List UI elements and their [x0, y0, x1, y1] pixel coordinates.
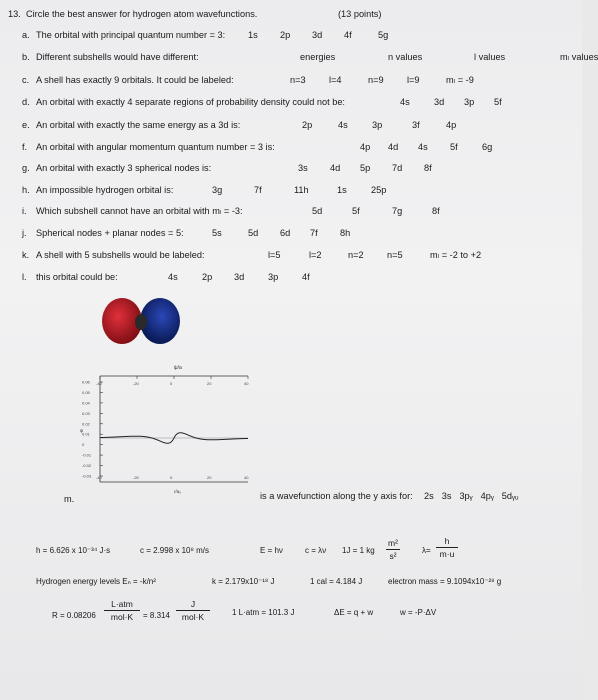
- answer-option[interactable]: l=9: [407, 75, 420, 85]
- const-h: h = 6.626 x 10⁻³⁴ J·s: [36, 546, 111, 555]
- lambda-denominator: m·u: [439, 549, 455, 559]
- question-text: this orbital could be:: [36, 272, 118, 282]
- joule-units-denominator: s²: [389, 551, 397, 561]
- question-row: [22, 97, 345, 107]
- answer-option[interactable]: 3p: [372, 120, 383, 130]
- question-row: [22, 228, 184, 238]
- answer-option[interactable]: l=5: [268, 250, 281, 260]
- answer-option[interactable]: 8h: [340, 228, 351, 238]
- answer-option[interactable]: 4f: [344, 30, 352, 40]
- orbital-image: [98, 287, 183, 357]
- answer-option[interactable]: 1s: [248, 30, 258, 40]
- answer-option[interactable]: 2p: [202, 272, 213, 282]
- question-text: A shell has exactly 9 orbitals. It could be labeled:: [36, 75, 234, 85]
- question-text: An orbital with exactly the same energy as a 3d is:: [36, 120, 241, 130]
- question-row: [22, 206, 243, 217]
- answer-option[interactable]: 8f: [432, 206, 440, 216]
- y-tick-label: -0.02: [82, 463, 92, 469]
- answer-option[interactable]: 8f: [424, 163, 432, 173]
- const-R-fraction-1: [104, 599, 140, 622]
- answer-option[interactable]: mₗ = -2 to +2: [430, 250, 482, 260]
- answer-option[interactable]: 6g: [482, 142, 493, 152]
- question-label: j.: [22, 228, 27, 238]
- x-tick-label-bottom: -20: [133, 475, 139, 480]
- answer-option[interactable]: 5f: [352, 206, 360, 216]
- y-tick-label: 0: [82, 442, 85, 448]
- question-row: [22, 250, 205, 260]
- answer-option[interactable]: 3d: [312, 30, 323, 40]
- x-tick-label-bottom: 0: [170, 475, 173, 480]
- x-tick-label: -20: [133, 381, 139, 386]
- answer-option[interactable]: n=9: [368, 75, 384, 85]
- R-denominator-2: mol·K: [181, 612, 205, 622]
- plot-answer-option[interactable]: 4pᵧ: [480, 491, 494, 501]
- orbital-center-ring: [135, 314, 147, 330]
- y-tick-label: -0.03: [82, 473, 92, 479]
- R-numerator-1: L·atm: [111, 599, 133, 609]
- question-text: A shell with 5 subshells would be labeled:: [36, 250, 205, 260]
- answer-option[interactable]: n values: [388, 52, 423, 62]
- answer-option[interactable]: 4f: [302, 272, 310, 282]
- answer-option[interactable]: l=2: [309, 250, 322, 260]
- answer-option[interactable]: mₗ = -9: [446, 75, 474, 85]
- question-points: (13 points): [338, 9, 382, 19]
- const-lambda-lhs: λ=: [422, 546, 431, 555]
- R-denominator-1: mol·K: [110, 612, 134, 622]
- answer-option[interactable]: 11h: [294, 185, 309, 195]
- answer-option[interactable]: 3p: [268, 272, 279, 282]
- const-electron: electron mass = 9.1094x10⁻²⁸ g: [388, 577, 502, 586]
- joule-units-numerator: m²: [388, 538, 398, 548]
- const-R-fraction-2: [176, 599, 210, 622]
- question-label: i.: [22, 206, 27, 216]
- x-tick-label-bottom: -40: [96, 475, 102, 480]
- answer-option[interactable]: l=4: [329, 75, 342, 85]
- answer-option[interactable]: 3d: [234, 272, 245, 282]
- question-text: An orbital with angular momentum quantum number = 3 is:: [36, 142, 275, 152]
- question-text: An orbital with exactly 4 separate regions of probability density could not be:: [36, 97, 345, 107]
- question-row: [22, 120, 240, 130]
- question-text: Which subshell cannot have an orbital with mₗ = -3:: [36, 206, 243, 216]
- plot-top-label: ψ/a: [174, 365, 182, 371]
- question-label: e.: [22, 120, 30, 130]
- plot-x-ticks: [96, 376, 249, 480]
- const-latm: 1 L·atm = 101.3 J: [232, 608, 295, 617]
- answer-option[interactable]: 4d: [388, 142, 399, 152]
- answer-option[interactable]: energies: [300, 52, 336, 62]
- answer-option[interactable]: 4d: [330, 163, 341, 173]
- const-hydrogen: Hydrogen energy levels Eₙ = -k/n²: [36, 577, 156, 586]
- question-row: [22, 75, 234, 85]
- plot-options: [424, 491, 526, 502]
- const-cal: 1 cal = 4.184 J: [310, 577, 363, 586]
- y-tick-label: 0.05: [82, 389, 90, 395]
- answer-option[interactable]: n=2: [348, 250, 364, 260]
- y-tick-label: 0.04: [82, 400, 90, 406]
- answer-option[interactable]: 5s: [212, 228, 222, 238]
- answer-option[interactable]: n=3: [290, 75, 306, 85]
- answer-option[interactable]: 3d: [434, 97, 445, 107]
- wavefunction-plot: [78, 362, 256, 500]
- question-row: [22, 272, 118, 282]
- answer-option[interactable]: 7f: [310, 228, 318, 238]
- question-label: g.: [22, 163, 30, 173]
- question-label: d.: [22, 97, 30, 107]
- answer-option[interactable]: 1s: [337, 185, 347, 195]
- answer-option[interactable]: 2p: [302, 120, 313, 130]
- question-label: c.: [22, 75, 30, 85]
- lambda-numerator: h: [444, 536, 450, 546]
- question-label: l.: [22, 272, 27, 282]
- y-tick-label: -0.01: [82, 452, 92, 458]
- answer-option[interactable]: 3f: [412, 120, 420, 130]
- answer-option[interactable]: 5p: [360, 163, 371, 173]
- x-tick-label: 40: [244, 381, 249, 386]
- answer-option[interactable]: 5f: [494, 97, 502, 107]
- const-joule: 1J = 1 kg: [342, 546, 375, 555]
- question-row: [22, 52, 199, 62]
- const-E: E = hν: [260, 546, 283, 555]
- question-text: An impossible hydrogen orbital is:: [36, 185, 174, 195]
- question-number: 13.: [8, 9, 21, 19]
- answer-option[interactable]: 6d: [280, 228, 291, 238]
- const-w: w = -P·ΔV: [400, 608, 437, 617]
- plot-question-label: m.: [64, 494, 75, 504]
- const-dE: ΔE = q + w: [334, 608, 374, 617]
- x-tick-label: -40: [96, 381, 102, 386]
- y-tick-label: 0.03: [82, 410, 90, 416]
- const-c: c = 2.998 x 10⁸ m/s: [140, 546, 209, 555]
- x-tick-label: 0: [170, 381, 173, 386]
- answer-option[interactable]: 4s: [168, 272, 178, 282]
- const-k: k = 2.179x10⁻¹⁸ J: [212, 577, 275, 586]
- question-row: [22, 30, 225, 40]
- answer-option[interactable]: 4s: [338, 120, 348, 130]
- y-tick-label: 0.06: [82, 379, 90, 385]
- const-c-lambda: c = λν: [305, 546, 327, 555]
- answer-option[interactable]: 3p: [464, 97, 475, 107]
- plot-answer-option[interactable]: 3pᵧ: [459, 491, 473, 501]
- R-numerator-2: J: [190, 599, 196, 609]
- x-tick-label: 20: [207, 381, 212, 386]
- plot-answer-option[interactable]: 3s: [441, 491, 452, 501]
- answer-option[interactable]: 5f: [450, 142, 458, 152]
- question-text: An orbital with exactly 3 spherical nodes is:: [36, 163, 212, 173]
- plot-caption: is a wavefunction along the y axis for:: [260, 491, 413, 501]
- answer-option[interactable]: n=5: [387, 250, 403, 260]
- question-row: [22, 142, 275, 152]
- question-text: Different subshells would have different:: [36, 52, 199, 62]
- question-label: k.: [22, 250, 30, 260]
- question-label: b.: [22, 52, 30, 62]
- answer-option[interactable]: 4s: [418, 142, 428, 152]
- answer-option[interactable]: 3s: [298, 163, 308, 173]
- question-label: h.: [22, 185, 30, 195]
- answer-option[interactable]: 4p: [446, 120, 457, 130]
- y-tick-label: 0.02: [82, 421, 90, 427]
- plot-answer-option[interactable]: 5dᵧᵤ: [501, 491, 519, 501]
- answer-option[interactable]: 4s: [400, 97, 410, 107]
- answer-option[interactable]: 5g: [378, 30, 389, 40]
- answer-option[interactable]: l values: [474, 52, 506, 62]
- x-tick-label-bottom: 20: [207, 475, 212, 480]
- question-text: Spherical nodes + planar nodes = 5:: [36, 228, 184, 238]
- const-R-prefix: R = 0.08206: [52, 611, 96, 620]
- const-lambda-fraction: [436, 536, 458, 559]
- answer-option[interactable]: 7f: [254, 185, 262, 195]
- answer-option[interactable]: 4p: [360, 142, 371, 152]
- plot-answer-option[interactable]: 2s: [424, 491, 434, 501]
- answer-option[interactable]: 25p: [371, 185, 387, 195]
- const-R-mid: = 8.314: [143, 611, 170, 620]
- question-instruction: Circle the best answer for hydrogen atom wavefunctions.: [26, 9, 258, 19]
- answer-option[interactable]: 2p: [280, 30, 291, 40]
- answer-option[interactable]: 3g: [212, 185, 223, 195]
- question-row: [22, 163, 211, 173]
- y-tick-label: 0.01: [82, 431, 90, 437]
- question-label: a.: [22, 30, 30, 40]
- answer-option[interactable]: 5d: [248, 228, 259, 238]
- plot-x-label: r/a₀: [174, 489, 182, 494]
- answer-option[interactable]: mₗ values: [560, 52, 598, 62]
- question-text: The orbital with principal quantum number = 3:: [36, 30, 226, 40]
- x-tick-label-bottom: 40: [244, 475, 249, 480]
- question-row: [22, 185, 173, 195]
- question-label: f.: [22, 142, 28, 152]
- const-joule-units: [386, 538, 400, 561]
- answer-option[interactable]: 7g: [392, 206, 403, 216]
- answer-option[interactable]: 7d: [392, 163, 403, 173]
- plot-y-label: ψ: [80, 428, 84, 433]
- answer-option[interactable]: 5d: [312, 206, 323, 216]
